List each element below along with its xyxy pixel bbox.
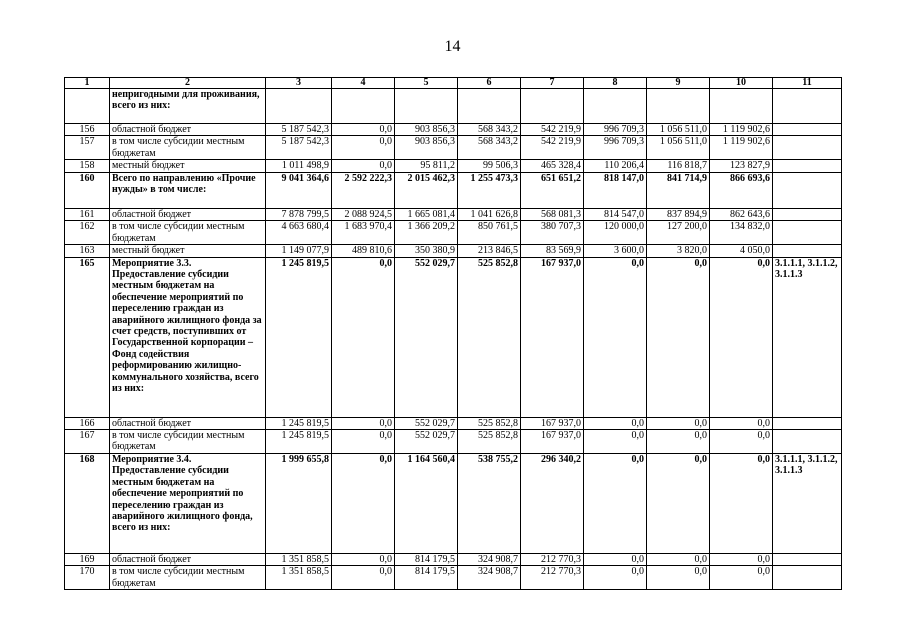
table-row	[65, 554, 842, 566]
value-cell: 525 852,8	[458, 430, 521, 454]
value-cell: 0,0	[647, 566, 710, 590]
value-cell: 0,0	[584, 554, 647, 566]
value-cell: 1 366 209,2	[395, 221, 458, 245]
value-cell: 818 147,0	[584, 172, 647, 208]
value-cell: 841 714,9	[647, 172, 710, 208]
value-cell: 814 179,5	[395, 566, 458, 590]
value-cell	[584, 89, 647, 124]
column-header: 7	[521, 78, 584, 89]
value-cell: 0,0	[332, 160, 395, 172]
value-cell: 1 119 902,6	[710, 124, 773, 136]
row-number-cell: 165	[65, 257, 110, 417]
value-cell: 0,0	[584, 566, 647, 590]
table-row	[65, 454, 842, 554]
value-cell: 489 810,6	[332, 245, 395, 257]
column-header: 2	[110, 78, 266, 89]
value-cell: 0,0	[647, 417, 710, 429]
table-row	[65, 430, 842, 454]
value-cell	[332, 89, 395, 124]
value-cell: 525 852,8	[458, 257, 521, 417]
value-cell: 1 119 902,6	[710, 136, 773, 160]
value-cell: 127 200,0	[647, 221, 710, 245]
value-cell: 0,0	[647, 257, 710, 417]
column-header: 10	[710, 78, 773, 89]
value-cell: 324 908,7	[458, 554, 521, 566]
value-cell: 95 811,2	[395, 160, 458, 172]
value-cell: 1 245 819,5	[266, 257, 332, 417]
description-cell: непригодными для проживания, всего из них:	[110, 89, 266, 124]
table-row	[65, 245, 842, 257]
value-cell: 465 328,4	[521, 160, 584, 172]
row-number-cell: 160	[65, 172, 110, 208]
row-number-cell: 167	[65, 430, 110, 454]
value-cell: 110 206,4	[584, 160, 647, 172]
column-header: 3	[266, 78, 332, 89]
table-body	[65, 78, 842, 590]
column-header: 11	[773, 78, 842, 89]
value-cell: 1 665 081,4	[395, 208, 458, 220]
value-cell: 866 693,6	[710, 172, 773, 208]
description-cell: местный бюджет	[110, 160, 266, 172]
value-cell: 350 380,9	[395, 245, 458, 257]
value-cell: 0,0	[710, 554, 773, 566]
value-cell: 0,0	[647, 430, 710, 454]
value-cell: 0,0	[710, 566, 773, 590]
value-cell	[395, 89, 458, 124]
reference-cell: 3.1.1.1, 3.1.1.2, 3.1.1.3	[773, 257, 842, 417]
value-cell: 167 937,0	[521, 430, 584, 454]
value-cell: 1 245 819,5	[266, 430, 332, 454]
value-cell: 0,0	[710, 454, 773, 554]
row-number-cell: 157	[65, 136, 110, 160]
value-cell: 0,0	[584, 430, 647, 454]
value-cell: 212 770,3	[521, 566, 584, 590]
value-cell: 1 041 626,8	[458, 208, 521, 220]
description-cell: Мероприятие 3.4. Предоставление субсидии местным бюджетам на обеспечение мероприятий по переселению граждан из аварийного жилищного фонда, всего из них:	[110, 454, 266, 554]
description-cell: областной бюджет	[110, 124, 266, 136]
value-cell: 0,0	[584, 257, 647, 417]
value-cell: 1 683 970,4	[332, 221, 395, 245]
reference-cell	[773, 245, 842, 257]
description-cell: Мероприятие 3.3. Предоставление субсидии местным бюджетам на обеспечение мероприятий по переселению граждан из аварийного жилищного фонда за счет средств, поступивших от Государственной корпорации – Фонд содействия реформированию жилищно-коммунального хозяйства, всего из них:	[110, 257, 266, 417]
value-cell: 7 878 799,5	[266, 208, 332, 220]
reference-cell	[773, 124, 842, 136]
reference-cell	[773, 430, 842, 454]
row-number-cell	[65, 89, 110, 124]
value-cell: 380 707,3	[521, 221, 584, 245]
value-cell: 83 569,9	[521, 245, 584, 257]
value-cell: 1 056 511,0	[647, 136, 710, 160]
value-cell: 213 846,5	[458, 245, 521, 257]
value-cell: 0,0	[332, 417, 395, 429]
row-number-cell: 161	[65, 208, 110, 220]
value-cell: 903 856,3	[395, 136, 458, 160]
description-cell: местный бюджет	[110, 245, 266, 257]
value-cell: 123 827,9	[710, 160, 773, 172]
value-cell	[647, 89, 710, 124]
value-cell: 1 351 858,5	[266, 554, 332, 566]
value-cell: 1 351 858,5	[266, 566, 332, 590]
value-cell: 167 937,0	[521, 257, 584, 417]
value-cell: 814 547,0	[584, 208, 647, 220]
value-cell	[458, 89, 521, 124]
value-cell: 99 506,3	[458, 160, 521, 172]
row-number-cell: 170	[65, 566, 110, 590]
description-cell: в том числе субсидии местным бюджетам	[110, 566, 266, 590]
value-cell: 552 029,7	[395, 430, 458, 454]
table-row	[65, 257, 842, 417]
value-cell: 651 651,2	[521, 172, 584, 208]
value-cell: 568 343,2	[458, 124, 521, 136]
value-cell: 0,0	[710, 417, 773, 429]
reference-cell	[773, 554, 842, 566]
reference-cell	[773, 136, 842, 160]
column-header: 4	[332, 78, 395, 89]
reference-cell	[773, 172, 842, 208]
table-row	[65, 124, 842, 136]
row-number-cell: 158	[65, 160, 110, 172]
value-cell: 538 755,2	[458, 454, 521, 554]
value-cell: 4 050,0	[710, 245, 773, 257]
reference-cell	[773, 417, 842, 429]
column-header: 6	[458, 78, 521, 89]
row-number-cell: 169	[65, 554, 110, 566]
column-header: 8	[584, 78, 647, 89]
value-cell: 568 081,3	[521, 208, 584, 220]
row-number-cell: 163	[65, 245, 110, 257]
value-cell: 116 818,7	[647, 160, 710, 172]
row-number-cell: 168	[65, 454, 110, 554]
table-row	[65, 221, 842, 245]
value-cell: 862 643,6	[710, 208, 773, 220]
value-cell: 9 041 364,6	[266, 172, 332, 208]
reference-cell	[773, 221, 842, 245]
row-number-cell: 166	[65, 417, 110, 429]
value-cell: 4 663 680,4	[266, 221, 332, 245]
description-cell: областной бюджет	[110, 554, 266, 566]
value-cell: 120 000,0	[584, 221, 647, 245]
value-cell: 996 709,3	[584, 124, 647, 136]
value-cell: 837 894,9	[647, 208, 710, 220]
table-row	[65, 417, 842, 429]
value-cell: 525 852,8	[458, 417, 521, 429]
table-row	[65, 136, 842, 160]
reference-cell: 3.1.1.1, 3.1.1.2, 3.1.1.3	[773, 454, 842, 554]
value-cell: 850 761,5	[458, 221, 521, 245]
value-cell: 5 187 542,3	[266, 124, 332, 136]
column-header: 5	[395, 78, 458, 89]
description-cell: областной бюджет	[110, 208, 266, 220]
value-cell: 2 592 222,3	[332, 172, 395, 208]
value-cell: 0,0	[332, 430, 395, 454]
value-cell: 0,0	[332, 124, 395, 136]
table-row	[65, 160, 842, 172]
value-cell	[266, 89, 332, 124]
value-cell: 0,0	[584, 454, 647, 554]
value-cell: 296 340,2	[521, 454, 584, 554]
reference-cell	[773, 160, 842, 172]
value-cell: 552 029,7	[395, 417, 458, 429]
table-row	[65, 208, 842, 220]
value-cell: 0,0	[647, 454, 710, 554]
value-cell: 0,0	[332, 257, 395, 417]
description-cell: Всего по направлению «Прочие нужды» в том числе:	[110, 172, 266, 208]
value-cell: 3 820,0	[647, 245, 710, 257]
value-cell	[710, 89, 773, 124]
value-cell: 1 999 655,8	[266, 454, 332, 554]
row-number-cell: 162	[65, 221, 110, 245]
value-cell: 0,0	[584, 417, 647, 429]
value-cell: 167 937,0	[521, 417, 584, 429]
reference-cell	[773, 566, 842, 590]
value-cell: 0,0	[647, 554, 710, 566]
table-row	[65, 172, 842, 208]
value-cell: 212 770,3	[521, 554, 584, 566]
table-row	[65, 566, 842, 590]
column-header-row	[65, 78, 842, 89]
description-cell: в том числе субсидии местным бюджетам	[110, 136, 266, 160]
budget-table	[64, 77, 842, 590]
value-cell	[521, 89, 584, 124]
description-cell: в том числе субсидии местным бюджетам	[110, 221, 266, 245]
value-cell: 5 187 542,3	[266, 136, 332, 160]
value-cell: 1 149 077,9	[266, 245, 332, 257]
reference-cell	[773, 208, 842, 220]
value-cell: 0,0	[332, 554, 395, 566]
value-cell: 1 255 473,3	[458, 172, 521, 208]
value-cell: 0,0	[710, 257, 773, 417]
value-cell: 3 600,0	[584, 245, 647, 257]
value-cell: 568 343,2	[458, 136, 521, 160]
value-cell: 1 164 560,4	[395, 454, 458, 554]
value-cell: 814 179,5	[395, 554, 458, 566]
row-number-cell: 156	[65, 124, 110, 136]
column-header: 9	[647, 78, 710, 89]
value-cell: 1 245 819,5	[266, 417, 332, 429]
value-cell: 552 029,7	[395, 257, 458, 417]
value-cell: 0,0	[332, 454, 395, 554]
value-cell: 0,0	[332, 136, 395, 160]
value-cell: 903 856,3	[395, 124, 458, 136]
value-cell: 1 056 511,0	[647, 124, 710, 136]
value-cell: 996 709,3	[584, 136, 647, 160]
value-cell: 2 015 462,3	[395, 172, 458, 208]
value-cell: 1 011 498,9	[266, 160, 332, 172]
column-header: 1	[65, 78, 110, 89]
value-cell: 542 219,9	[521, 124, 584, 136]
value-cell: 0,0	[710, 430, 773, 454]
value-cell: 324 908,7	[458, 566, 521, 590]
page-number: 14	[444, 38, 461, 55]
reference-cell	[773, 89, 842, 124]
value-cell: 542 219,9	[521, 136, 584, 160]
table-row	[65, 89, 842, 124]
value-cell: 0,0	[332, 566, 395, 590]
value-cell: 2 088 924,5	[332, 208, 395, 220]
value-cell: 134 832,0	[710, 221, 773, 245]
description-cell: областной бюджет	[110, 417, 266, 429]
description-cell: в том числе субсидии местным бюджетам	[110, 430, 266, 454]
